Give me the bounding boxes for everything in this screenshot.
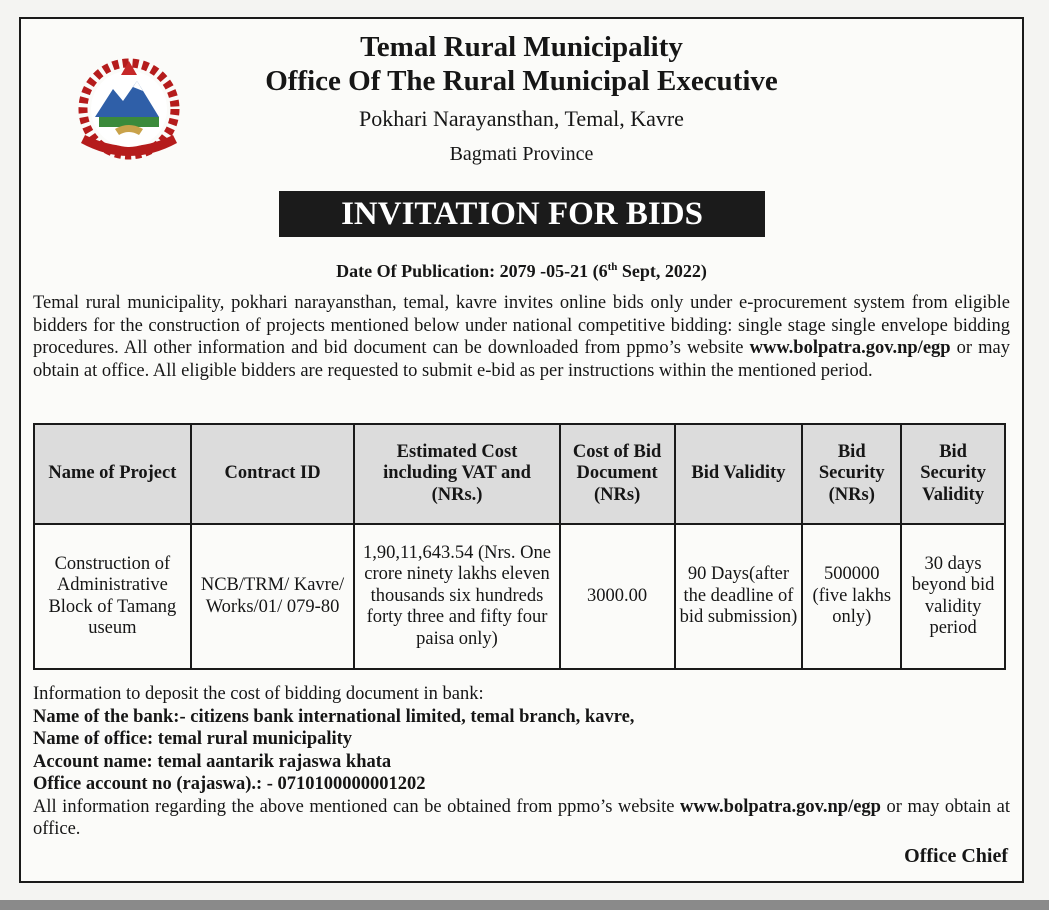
website-link[interactable]: www.bolpatra.gov.np/egp (749, 338, 951, 358)
bottom-shadow (0, 900, 1049, 910)
province-name: Bagmati Province (449, 143, 594, 165)
publication-date (21, 261, 1022, 282)
header-contract-id: Contract ID (191, 424, 355, 524)
publication-date-suffix: Sept, 2022) (617, 261, 707, 281)
table-row (34, 524, 1005, 669)
notice-title-banner: INVITATION FOR BIDS (279, 191, 765, 237)
bids-table (33, 423, 1006, 670)
final-note-text-1: All information regarding the above mentioned can be obtained from ppmo’s website (33, 796, 680, 817)
header-estimated-cost: Estimated Cost including VAT and (NRs.) (354, 424, 559, 524)
office-address: Pokhari Narayansthan, Temal, Kavre (359, 106, 684, 131)
signature-office-chief: Office Chief (904, 845, 1008, 867)
final-website-link[interactable]: www.bolpatra.gov.np/egp (680, 796, 881, 817)
cell-estimated-cost: 1,90,11,643.54 (Nrs. One crore ninety lakhs eleven thousands six hundreds forty three and fifty four paisa only) (354, 524, 559, 669)
header-security-validity: Bid Security Validity (901, 424, 1005, 524)
publication-date-sup: th (607, 261, 618, 273)
bank-name: Name of the bank:- citizens bank international limited, temal branch, kavre, (33, 706, 635, 727)
header-document-cost: Cost of Bid Document (NRs) (560, 424, 675, 524)
notice-frame (19, 17, 1024, 883)
intro-text-1: Temal rural municipality, pokhari narayansthan, temal, kavre invites online bids only under e-procurement system from eligible bidders for the construction of projects mentioned below under national competitive bidding: single stage single envelope bidding procedures. All other information and bid document can be downloaded from ppmo’s website (33, 293, 1010, 358)
final-note (33, 796, 1010, 841)
final-note-text-2: or may obtain at office. (33, 796, 1010, 839)
publication-date-prefix: Date Of Publication: 2079 -05-21 (6 (336, 261, 608, 281)
office-name: Office Of The Rural Municipal Executive (265, 65, 778, 97)
deposit-info (33, 683, 1010, 841)
intro-paragraph (33, 292, 1010, 382)
intro-text-2: or may obtain at office. All eligible bidders are requested to submit e-bid as per instructions within the mentioned period. (33, 338, 1010, 381)
header-project-name: Name of Project (34, 424, 191, 524)
account-number: Office account no (rajaswa).: - 0710100000001202 (33, 774, 426, 794)
cell-project-name: Construction of Administrative Block of Tamang useum (34, 524, 191, 669)
deposit-intro: Information to deposit the cost of bidding document in bank: (33, 684, 484, 704)
cell-bid-security: 500000 (five lakhs only) (802, 524, 901, 669)
account-name: Account name: temal aantarik rajaswa khata (33, 751, 392, 772)
cell-security-validity: 30 days beyond bid validity period (901, 524, 1005, 669)
header-bid-security: Bid Security (NRs) (802, 424, 901, 524)
municipality-name: Temal Rural Municipality (360, 31, 683, 63)
header-bid-validity: Bid Validity (675, 424, 803, 524)
office-account-name: Name of office: temal rural municipality (33, 729, 353, 749)
cell-contract-id: NCB/TRM/ Kavre/ Works/01/ 079-80 (191, 524, 355, 669)
table-header-row (34, 424, 1005, 524)
cell-document-cost: 3000.00 (560, 524, 675, 669)
cell-bid-validity: 90 Days(after the deadline of bid submission) (675, 524, 803, 669)
